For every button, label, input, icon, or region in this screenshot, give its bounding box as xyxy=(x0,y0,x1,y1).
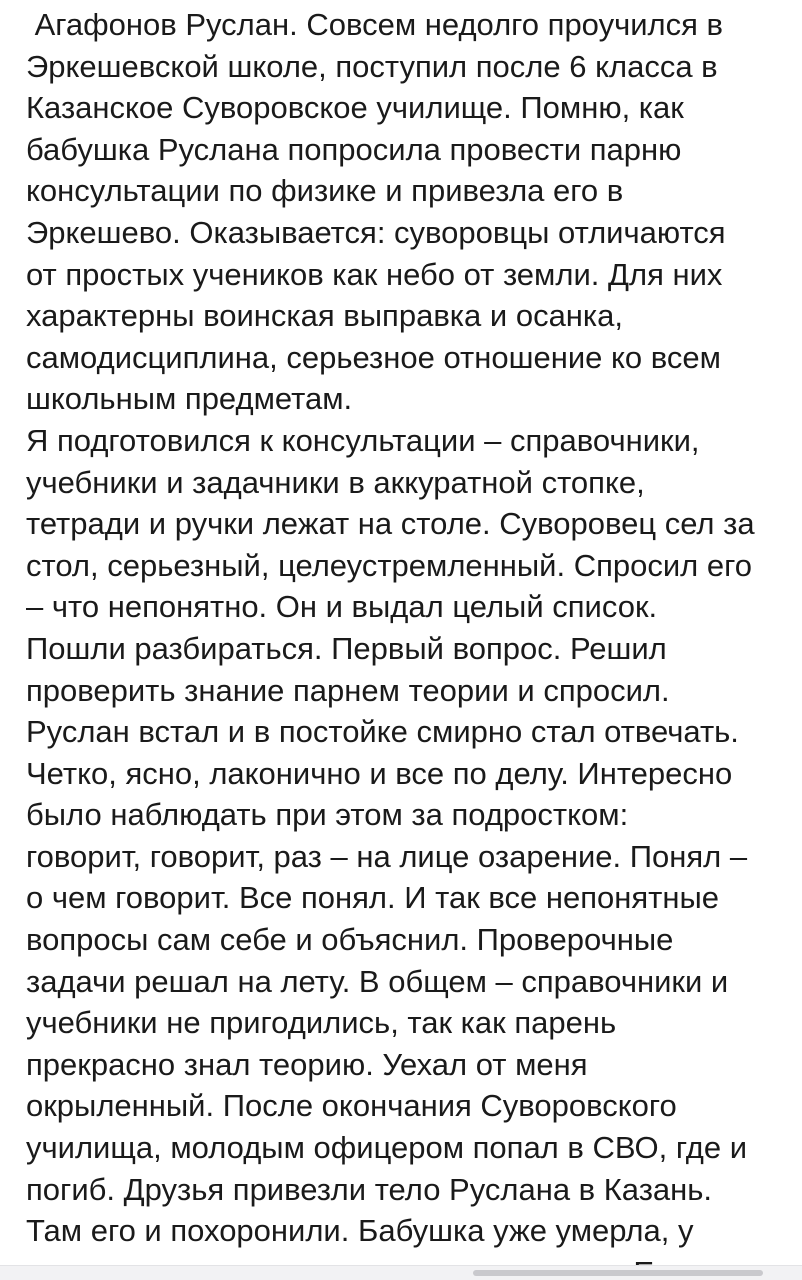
text-line: училища, молодым офицером попал в СВО, где и xyxy=(26,1130,748,1166)
text-line: было наблюдать при этом за подростком: xyxy=(26,797,629,833)
text-line: окрыленный. После окончания Суворовского xyxy=(26,1088,677,1124)
text-line: Агафонов Руслан. Совсем недолго проучился в xyxy=(26,7,724,42)
home-indicator[interactable] xyxy=(473,1270,763,1276)
text-line: Четко, ясно, лаконично и все по делу. Интересно xyxy=(26,755,733,791)
text-line: бабушка Руслана попросила провести парню xyxy=(26,131,682,167)
text-line: Там его и похоронили. Бабушка уже умерла, у xyxy=(26,1213,694,1249)
text-line: проверить знание парнем теории и спросил. xyxy=(26,672,670,708)
text-line: стол, серьезный, целеустремленный. Спросил его xyxy=(26,547,752,583)
bottom-toolbar xyxy=(0,1265,802,1280)
text-line: учебники и задачники в аккуратной стопке, xyxy=(26,464,645,500)
text-line: школьным предметам. xyxy=(26,381,353,417)
text-line: Эркешево. Оказывается: суворовцы отличаются xyxy=(26,214,726,250)
text-line: Руслан встал и в постойке смирно стал отвечать. xyxy=(26,714,739,750)
text-line: от простых учеников как небо от земли. Для них xyxy=(26,256,723,292)
text-line: о чем говорит. Все понял. И так все непонятные xyxy=(26,880,719,916)
text-line: Я подготовился к консультации – справочники, xyxy=(26,422,700,458)
text-line: – что непонятно. Он и выдал целый список. xyxy=(26,589,658,625)
text-line: характерны воинская выправка и осанка, xyxy=(26,298,624,334)
text-line: говорит, говорит, раз – на лице озарение. Понял – xyxy=(26,838,748,874)
text-line: задачи решал на лету. В общем – справочники и xyxy=(26,963,729,999)
text-line: тетради и ручки лежат на столе. Суворовец сел за xyxy=(26,506,755,542)
text-line: погиб. Друзья привезли тело Руслана в Казань. xyxy=(26,1171,713,1207)
text-line: консультации по физике и привезла его в xyxy=(26,173,624,209)
text-line: Казанское Суворовское училище. Помню, как xyxy=(26,90,684,126)
memoir-text xyxy=(26,4,796,1280)
text-line: Пошли разбираться. Первый вопрос. Решил xyxy=(26,630,667,666)
text-line: учебники не пригодились, так как парень xyxy=(26,1005,617,1041)
text-line: Эркешевской школе, поступил после 6 класса в xyxy=(26,48,718,84)
text-line: прекрасно знал теорию. Уехал от меня xyxy=(26,1046,588,1082)
text-line: вопросы сам себе и объяснил. Проверочные xyxy=(26,922,674,958)
text-line: самодисциплина, серьезное отношение ко всем xyxy=(26,339,721,375)
